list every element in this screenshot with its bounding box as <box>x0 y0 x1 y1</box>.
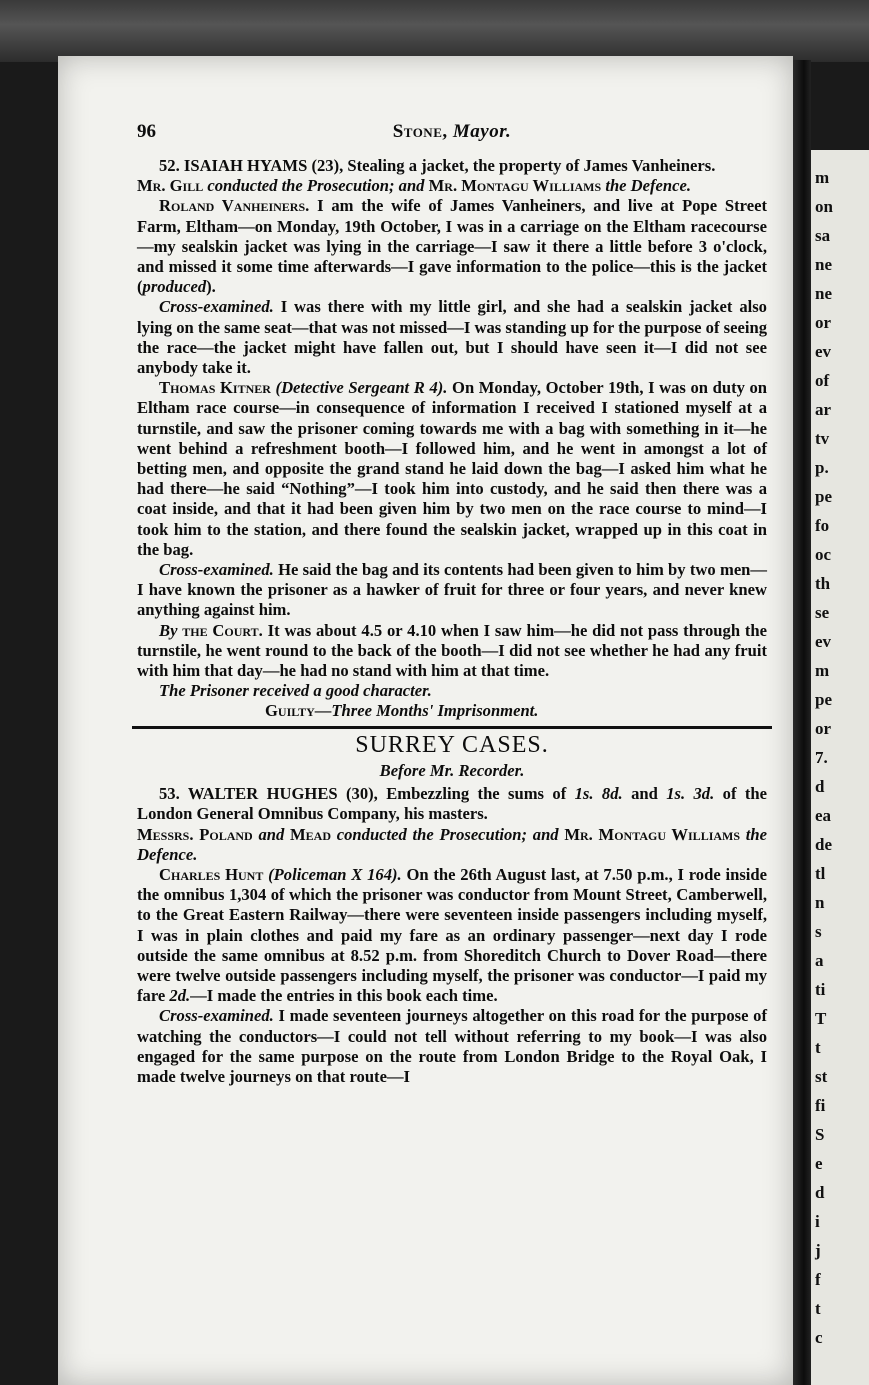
facing-page-fragment: m <box>815 661 830 680</box>
facing-page-fragment: pe <box>815 690 832 709</box>
witness-1-end: ). <box>206 277 216 297</box>
running-header <box>137 118 767 156</box>
facing-page-fragment: i <box>815 1212 820 1231</box>
witness-1-testimony <box>137 196 767 297</box>
facing-page-fragment: ev <box>815 342 832 361</box>
section-title: SURREY CASES. <box>355 731 549 758</box>
court-label: the Court. <box>182 620 263 640</box>
case-52-heading: 52. ISAIAH HYAMS (23), Stealing a jacket, the property of James Vanheiners. <box>159 156 716 175</box>
witness-2-cross-text: He said the bag and its contents had been given to him by two men—I have known the prisoner as a hawker of fruit for three or four years, and never knew anything against him. <box>137 560 768 620</box>
cross-label: Cross-examined. <box>159 1006 274 1026</box>
counsel-mead: Mead <box>290 824 332 844</box>
witness-2-testimony <box>137 378 767 560</box>
book-spine <box>793 60 811 1385</box>
witness-hunt-text: On the 26th August last, at 7.50 p.m., I rode inside the omnibus 1,304 of which the prisoner was conductor from Mount Street, Camberwell, to the Great Eastern Railway—there were seventeen inside passengers including myself, I was in plain clothes and paid my fare as an ordinary passenger—next day I rode outside the same omnibus at 8.52 p.m. from Shoreditch Church to Dover Road—there were twelve outside passengers including myself, the prisoner was conductor—I paid my fare <box>137 864 767 1006</box>
facing-page-edge <box>811 150 869 1385</box>
case-53-heading <box>137 784 767 824</box>
running-title-office: Mayor. <box>452 121 512 142</box>
section-divider <box>132 726 772 729</box>
facing-page-fragment: oc <box>815 545 832 564</box>
facing-page-fragment: p. <box>815 458 829 477</box>
facing-page-fragment: or <box>815 313 832 332</box>
facing-page-fragment: 7. <box>815 748 828 767</box>
verdict-sentence: —Three Months' Imprisonment. <box>314 701 539 721</box>
counsel-poland: Messrs. Poland <box>137 824 253 844</box>
facing-page-fragment: j <box>815 1241 821 1260</box>
facing-page-fragment: S <box>815 1125 825 1144</box>
facing-page-fragment: ti <box>815 980 826 999</box>
facing-page-fragment: se <box>815 603 830 622</box>
witness-2-cross <box>137 560 767 621</box>
court-label-by: By <box>159 620 178 640</box>
facing-page-fragment: m <box>815 168 830 187</box>
produced-note: produced <box>142 277 207 297</box>
witness-2-name: Thomas Kitner <box>159 378 271 398</box>
facing-page-fragment: t <box>815 1038 821 1057</box>
page-content <box>137 118 767 1087</box>
facing-page-fragment: ne <box>815 284 832 303</box>
facing-page-fragment: e <box>815 1154 823 1173</box>
facing-page-fragment: d <box>815 777 825 796</box>
facing-page-fragment: ea <box>815 806 832 825</box>
running-title-name: Stone, <box>392 121 448 142</box>
facing-page-fragment: n <box>815 893 825 912</box>
facing-page-fragment: pe <box>815 487 832 506</box>
facing-page-fragment: a <box>815 951 824 970</box>
facing-page-fragment: ev <box>815 632 832 651</box>
before-recorder: Before Mr. Recorder. <box>379 760 525 780</box>
defence-label: the Defence. <box>137 824 767 864</box>
fare-amount: 2d. <box>169 986 191 1006</box>
cross-label: Cross-examined. <box>159 560 274 580</box>
facing-page-fragment: t <box>815 1299 821 1318</box>
facing-page-fragment: tl <box>815 864 826 883</box>
facing-page-fragment: f <box>815 1270 821 1289</box>
counsel-and: and <box>258 824 285 844</box>
case-53-heading-e: of the London General Omnibus Company, his masters. <box>137 784 767 824</box>
witness-1-cross <box>137 297 767 378</box>
defence-counsel: Mr. Montagu Williams <box>428 176 602 196</box>
witness-1-name: Roland Vanheiners. <box>159 196 310 216</box>
facing-page-fragment: tv <box>815 429 830 448</box>
facing-page-fragment: T <box>815 1009 827 1028</box>
defence-label: the Defence. <box>605 176 692 196</box>
facing-page-fragment: de <box>815 835 832 854</box>
witness-hunt-name: Charles Hunt <box>159 864 264 884</box>
case-53-heading-and: and <box>631 784 658 804</box>
facing-page-fragment: c <box>815 1328 823 1347</box>
case-53-counsel <box>137 825 767 865</box>
witness-hunt-testimony <box>137 865 767 1006</box>
facing-page-fragment: or <box>815 719 832 738</box>
verdict-guilty: Guilty <box>265 701 315 721</box>
page-number: 96 <box>137 121 156 142</box>
witness-hunt-cross <box>137 1006 767 1087</box>
facing-page-fragment: s <box>815 922 822 941</box>
facing-page-fragment: d <box>815 1183 825 1202</box>
facing-page-fragment: th <box>815 574 831 593</box>
court-text: It was about 4.5 or 4.10 when I saw him—he did not pass through the turnstile, he went round to the back of the booth—I did not see whether he had any fruit with him that day—he had no stand with him at that time. <box>137 620 767 681</box>
witness-1-cross-text: I was there with my little girl, and she had a sealskin jacket also lying on the same seat—that was not missed—I was standing up for the purpose of seeing the race—the jacket might have fallen out, but I should have seen it—I did not see anybody take it. <box>137 297 767 378</box>
running-title <box>137 122 767 142</box>
facing-page-fragment: on <box>815 197 833 216</box>
facing-page-fragment: ne <box>815 255 832 274</box>
scan-border-top <box>0 0 869 62</box>
character-note: The Prisoner received a good character. <box>159 681 432 701</box>
sum-2: 1s. 3d. <box>666 784 715 804</box>
counsel-prosecution: conducted the Prosecution; and <box>336 824 559 844</box>
witness-hunt-role: (Policeman X 164). <box>268 864 402 884</box>
prosecution-counsel: Mr. Gill <box>137 176 204 196</box>
witness-1-text: I am the wife of James Vanheiners, and live at Pope Street Farm, Eltham—on Monday, 19th October, I was in a carriage on the Eltham racecourse—my sealskin jacket was lying in the carriage—I saw it there a little before 3 o'clock, and missed it some time afterwards—I gave information to the police—this is the jacket ( <box>137 196 767 297</box>
court-question <box>137 621 767 682</box>
witness-2-text: On Monday, October 19th, I was on duty on Eltham race course—in consequence of information I received I stationed myself at a turnstile, and saw the prisoner coming towards me with a bag with something in it—he went behind a refreshment booth—I followed him, and he went in amongst a lot of betting men, and opposite the grand stand he laid down the bag—I asked him what he had there—he said “Nothing”—I took him into custody, and he said then there was a coat inside, and that it had been given him by two men on the race course to mind—I took him to the station, and there found the sealskin jacket, wrapped up in this coat in the bag. <box>137 378 768 559</box>
cross-label: Cross-examined. <box>159 297 274 317</box>
facing-page-fragment: ar <box>815 400 832 419</box>
facing-page-fragment: sa <box>815 226 831 245</box>
witness-hunt-text-end: —I made the entries in this book each time. <box>190 986 498 1006</box>
witness-2-role: (Detective Sergeant R 4). <box>275 378 448 398</box>
facing-page-fragment: of <box>815 371 830 390</box>
facing-page-fragment: st <box>815 1067 828 1086</box>
sum-1: 1s. 8d. <box>574 784 623 804</box>
counsel-connector: conducted the Prosecution; and <box>207 176 425 196</box>
verdict <box>137 701 767 721</box>
facing-page-fragment: fi <box>815 1096 826 1115</box>
case-52-counsel <box>137 176 767 196</box>
defence-counsel: Mr. Montagu Williams <box>564 824 741 844</box>
case-53-heading-a: 53. WALTER HUGHES (30), Embezzling the sums of <box>159 784 567 804</box>
witness-hunt-cross-text: I made seventeen journeys altogether on this road for the purpose of watching the conductors—I could not tell without referring to my book—I was also engaged for the same purpose on the route from London Bridge to the Royal Oak, I made twelve journeys on that route—I <box>137 1006 767 1086</box>
facing-page-fragment: fo <box>815 516 830 535</box>
